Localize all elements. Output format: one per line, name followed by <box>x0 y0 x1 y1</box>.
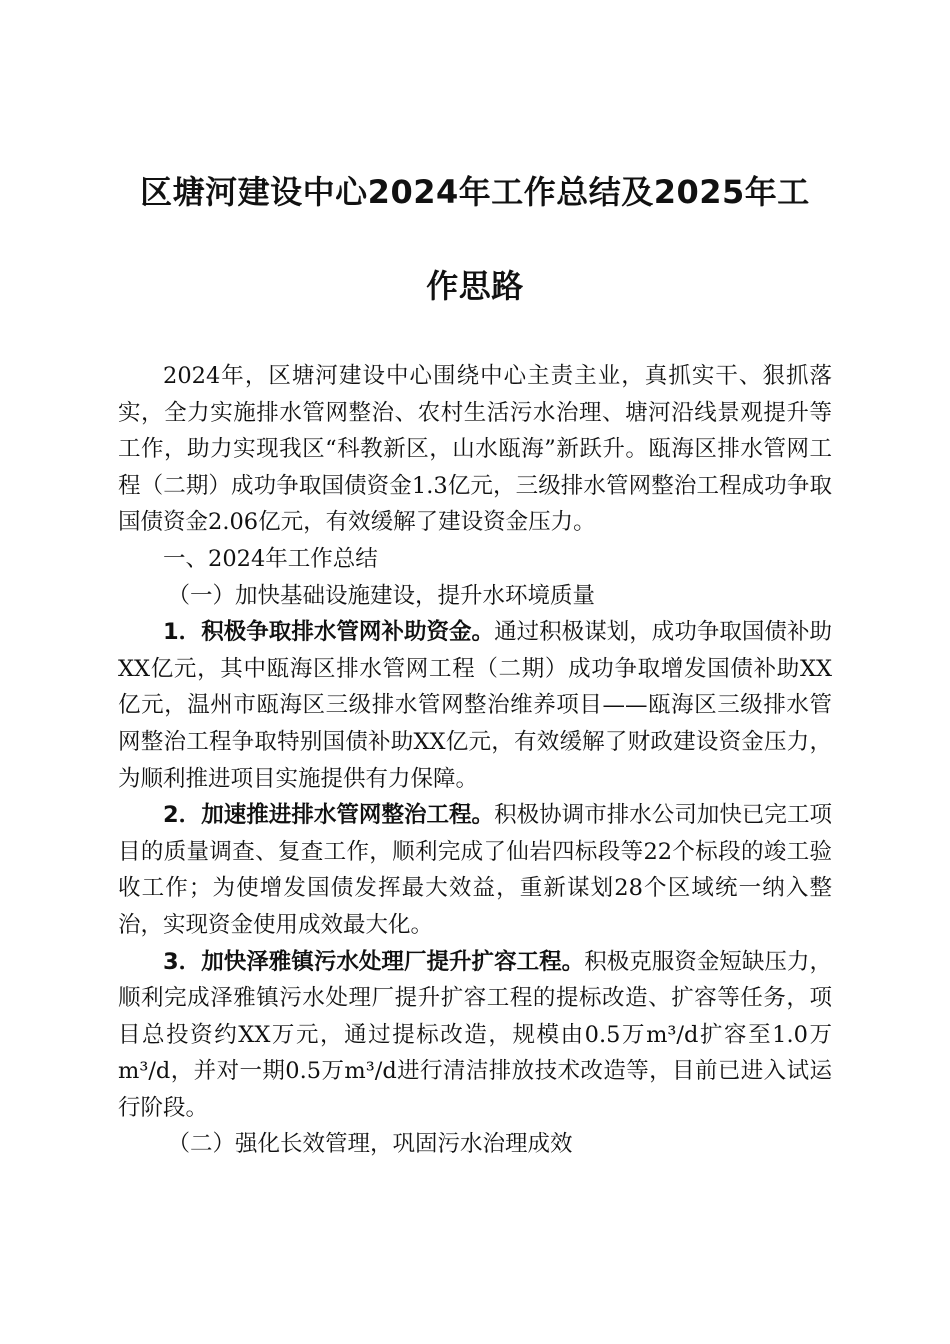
item-1-paragraph <box>118 614 832 797</box>
subsection-heading-2: （二）强化长效管理，巩固污水治理成效 <box>167 1131 573 1158</box>
item-3-paragraph <box>118 944 832 1127</box>
item-3-lead: 3．加快泽雅镇污水处理厂提升扩容工程。 <box>163 948 585 975</box>
item-3-text: 积极克服资金短缺压力，顺利完成泽雅镇污水处理厂提升扩容工程的提标改造、扩容等任务，项目总投资约XX万元，通过提标改造，规模由0.5万m³/d扩容至1.0万m³/d，并对一期0.5万m³/d进行清洁排放技术改造等，目前已进入试运行阶段。 <box>118 948 832 1121</box>
item-2-text: 积极协调市排水公司加快已完工项目的质量调查、复查工作，顺利完成了仙岩四标段等22个标段的竣工验收工作；为使增发国债发挥最大效益，重新谋划28个区域统一纳入整治，实现资金使用成效最大化。 <box>118 802 832 938</box>
subsection-heading-1: （一）加快基础设施建设，提升水环境质量 <box>167 582 596 609</box>
document-body <box>118 358 832 1163</box>
document-title-line-2: 作思路 <box>426 267 524 305</box>
intro-paragraph: 2024年，区塘河建设中心围绕中心主责主业，真抓实干、狠抓落实，全力实施排水管网整治、农村生活污水治理、塘河沿线景观提升等工作，助力实现我区“科教新区，山水瓯海”新跃升。瓯海区排水管网工程（二期）成功争取国债资金1.3亿元，三级排水管网整治工程成功争取国债资金2.06亿元，有效缓解了建设资金压力。 <box>118 363 832 536</box>
document-title-line-1: 区塘河建设中心2024年工作总结及2025年工 <box>140 173 810 211</box>
section-heading-1: 一、2024年工作总结 <box>163 545 378 572</box>
item-1-lead: 1．积极争取排水管网补助资金。 <box>163 619 495 646</box>
item-1-text: 通过积极谋划，成功争取国债补助XX亿元，其中瓯海区排水管网工程（二期）成功争取增发国债补助XX亿元，温州市瓯海区三级排水管网整治维养项目——瓯海区三级排水管网整治工程争取特别国债补助XX亿元，有效缓解了财政建设资金压力，为顺利推进项目实施提供有力保障。 <box>118 619 832 792</box>
item-2-paragraph <box>118 797 832 943</box>
item-2-lead: 2．加速推进排水管网整治工程。 <box>163 802 495 829</box>
